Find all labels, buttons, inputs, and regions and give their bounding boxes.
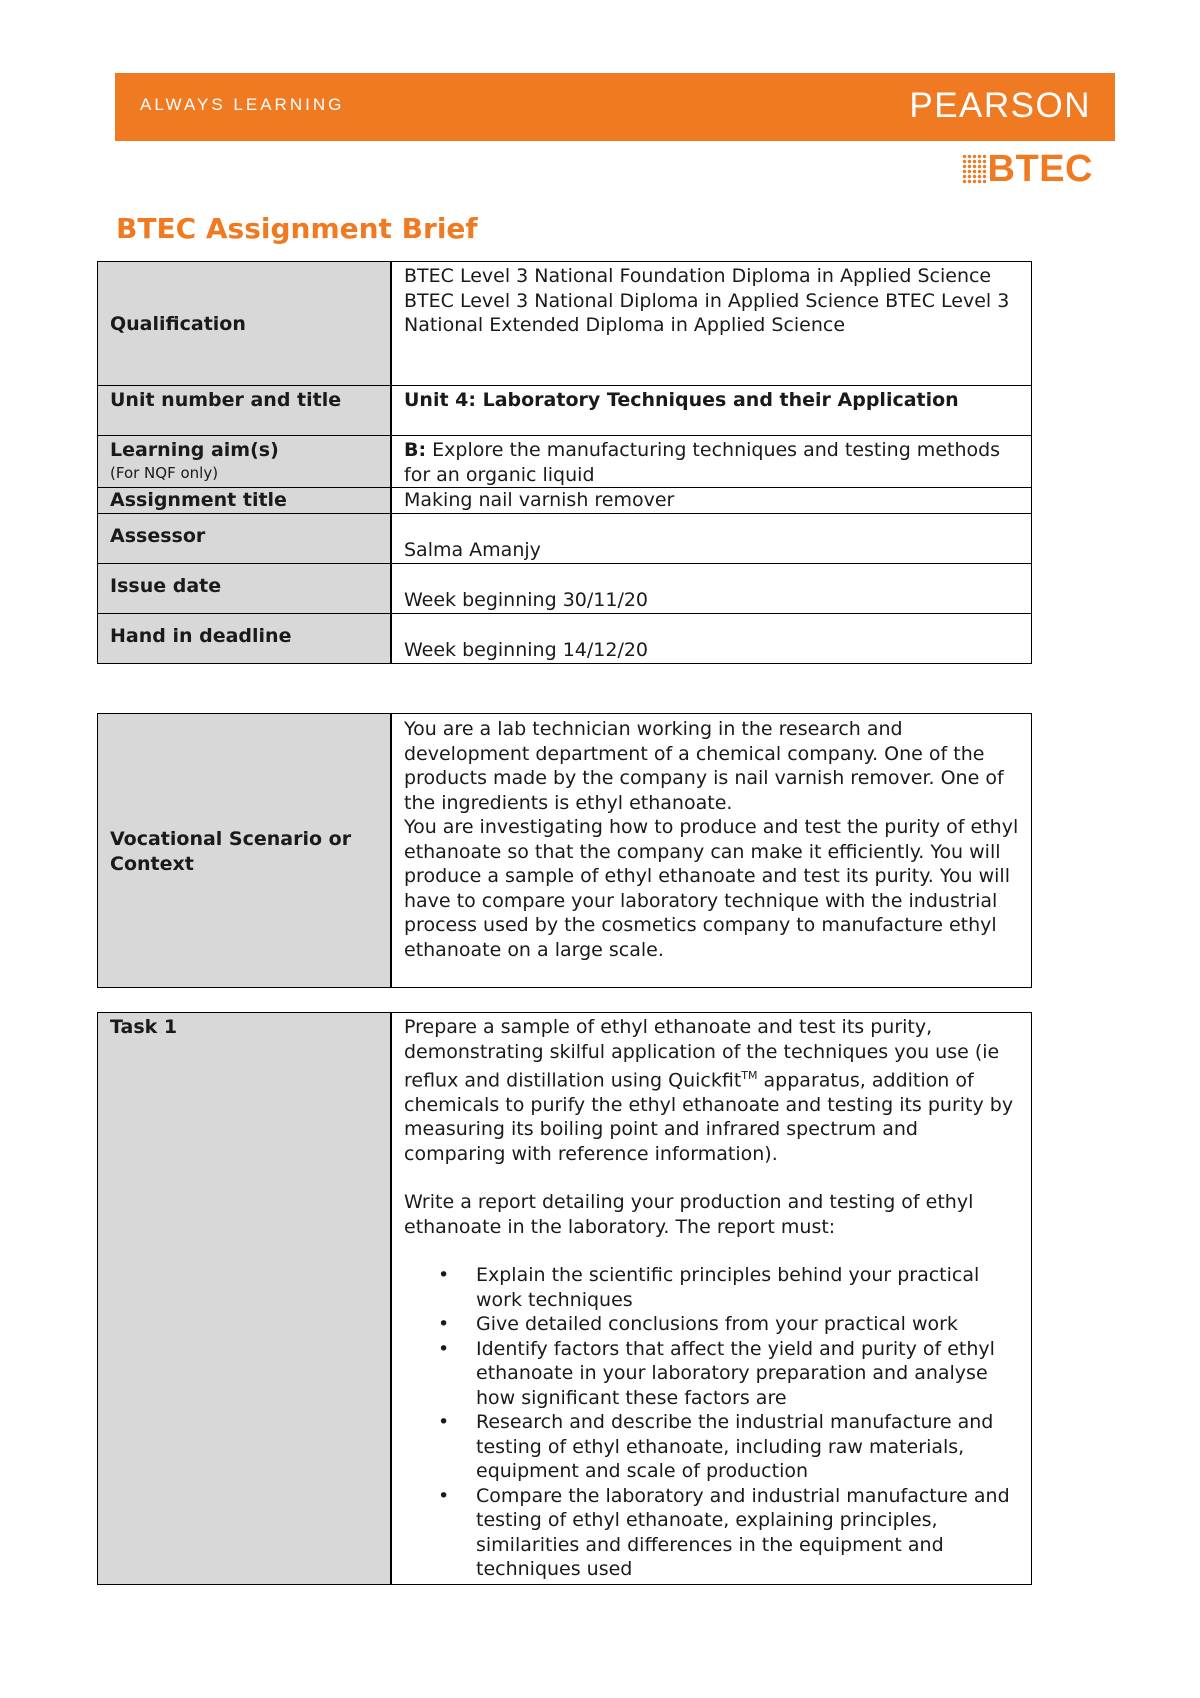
list-item: • Give detailed conclusions from your practical work xyxy=(476,1312,1023,1337)
qualification-value: BTEC Level 3 National Foundation Diploma in Applied Science BTEC Level 3 National Diploma in Applied Science BTEC Level 3 National Extended Diploma in Applied Science xyxy=(391,262,1032,386)
unit-label: Unit number and title xyxy=(98,386,392,436)
scenario-row xyxy=(98,714,1032,988)
learning-aim-note: (For NQF only) xyxy=(110,463,219,482)
task-1-intro xyxy=(404,1015,1023,1166)
list-item: • Explain the scientific principles behind your practical work techniques xyxy=(476,1263,1023,1312)
sub-brand-logo xyxy=(962,148,1093,190)
assessor-value-cell xyxy=(391,513,1032,563)
spacer xyxy=(404,1166,1023,1190)
scenario-label: Vocational Scenario or Context xyxy=(98,714,392,988)
scenario-paragraph-1: You are a lab technician working in the research and development department of a chemical company. One of the products made by the company is nail varnish remover. One of the ingredients is ethyl ethanoate. xyxy=(404,718,1004,814)
list-item: • Identify factors that affect the yield and purity of ethyl ethanoate in your laboratory preparation and analyse how significant these factors are xyxy=(476,1337,1023,1411)
task-1-row xyxy=(98,1013,1032,1585)
list-item: • Compare the laboratory and industrial manufacture and testing of ethyl ethanoate, explaining principles, similarities and differences in the equipment and techniques used xyxy=(476,1484,1023,1582)
assignment-title-label: Assignment title xyxy=(98,488,392,514)
deadline-row xyxy=(98,613,1032,663)
scenario-paragraph-2: You are investigating how to produce and test the purity of ethyl ethanoate so that the company can make it efficiently. You will produce a sample of ethyl ethanoate and test its purity. You will have to compare your laboratory technique with the industrial process used by the cosmetics company to manufacture ethyl ethanoate on a large scale. xyxy=(404,816,1019,961)
details-table xyxy=(97,261,1032,664)
spacer xyxy=(404,1239,1023,1263)
qualification-row xyxy=(98,262,1032,386)
sub-brand-text: BTEC xyxy=(987,148,1093,190)
unit-row xyxy=(98,386,1032,436)
learning-aim-value: Explore the manufacturing techniques and testing methods for an organic liquid xyxy=(404,439,1001,486)
task-1-intro-part-1: Prepare a sample of ethyl ethanoate and test its purity, demonstrating skilful application of the techniques you use (ie reflux and distillation using Quickfit xyxy=(404,1016,1000,1092)
issue-date-value: Week beginning 30/11/20 xyxy=(404,588,649,611)
issue-date-row xyxy=(98,563,1032,613)
list-item: • Research and describe the industrial manufacture and testing of ethyl ethanoate, including raw materials, equipment and scale of production xyxy=(476,1410,1023,1484)
learning-aim-label: Learning aim(s) xyxy=(110,439,279,461)
scenario-text-cell xyxy=(391,714,1032,988)
scenario-table xyxy=(97,713,1032,988)
learning-aim-prefix: B: xyxy=(404,439,427,461)
issue-date-label: Issue date xyxy=(98,563,392,613)
page-title: BTEC Assignment Brief xyxy=(116,212,478,245)
assignment-title-value: Making nail varnish remover xyxy=(391,488,1032,514)
qualification-label: Qualification xyxy=(98,262,392,386)
task-1-label: Task 1 xyxy=(98,1013,392,1585)
brand-banner xyxy=(115,73,1115,141)
report-intro: Write a report detailing your production and testing of ethyl ethanoate in the laboratory. The report must: xyxy=(404,1191,974,1238)
assignment-title-row xyxy=(98,488,1032,514)
deadline-value: Week beginning 14/12/20 xyxy=(404,638,649,661)
deadline-label: Hand in deadline xyxy=(98,613,392,663)
task-1-body xyxy=(391,1013,1032,1585)
brand-logo: PEARSON xyxy=(909,86,1091,125)
unit-value: Unit 4: Laboratory Techniques and their Application xyxy=(391,386,1032,436)
trademark-mark: TM xyxy=(741,1069,758,1082)
tagline: ALWAYS LEARNING xyxy=(140,95,345,114)
requirements-list xyxy=(404,1263,1023,1582)
task-table xyxy=(97,1012,1032,1585)
task-1-intro-part-2: apparatus, addition of chemicals to purify the ethyl ethanoate and testing its purity by measuring its boiling point and infrared spectrum and comparing with reference information). xyxy=(404,1069,1014,1165)
learning-aim-value-cell xyxy=(391,436,1032,488)
assessor-row xyxy=(98,513,1032,563)
learning-aim-row xyxy=(98,436,1032,488)
learning-aim-label-cell xyxy=(98,436,392,488)
dots-icon xyxy=(962,154,986,184)
deadline-value-cell xyxy=(391,613,1032,663)
assessor-value: Salma Amanjy xyxy=(404,538,541,561)
issue-date-value-cell xyxy=(391,563,1032,613)
assessor-label: Assessor xyxy=(98,513,392,563)
